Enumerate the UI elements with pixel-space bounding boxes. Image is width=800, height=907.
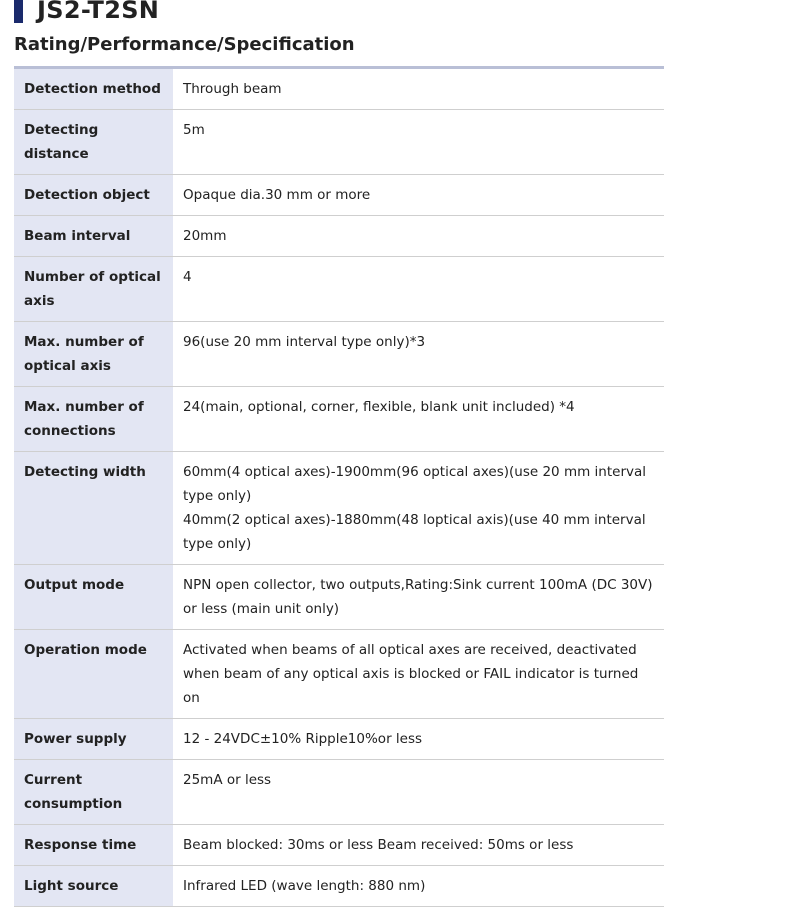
spec-label: Beam interval <box>14 216 173 257</box>
spec-value <box>173 322 664 387</box>
spec-label: Detecting distance <box>14 110 173 175</box>
spec-row <box>14 825 664 866</box>
spec-value <box>173 175 664 216</box>
spec-label: Current consumption <box>14 760 173 825</box>
spec-label: Number of optical axis <box>14 257 173 322</box>
spec-table <box>14 66 664 907</box>
section-title: Rating/Performance/Specification <box>14 34 355 55</box>
spec-value <box>173 452 664 565</box>
spec-label: Max. number of connections <box>14 387 173 452</box>
spec-row <box>14 216 664 257</box>
product-heading <box>14 0 159 24</box>
spec-value-line: Activated when beams of all optical axes are received, deactivated when beam of any optical axis is blocked or FAIL indicator is turned on <box>183 642 639 706</box>
spec-label: Max. number of optical axis <box>14 322 173 387</box>
spec-value-line: Beam blocked: 30ms or less Beam received: 50ms or less <box>183 837 574 853</box>
spec-value-line: 4 <box>183 269 192 285</box>
spec-row <box>14 866 664 907</box>
spec-row <box>14 719 664 760</box>
spec-value-line: 12 - 24VDC±10% Ripple10%or less <box>183 731 423 747</box>
spec-value-line: Through beam <box>183 81 282 97</box>
spec-value <box>173 257 664 322</box>
spec-row <box>14 322 664 387</box>
spec-row <box>14 387 664 452</box>
spec-value-line: 20mm <box>183 228 227 244</box>
spec-row <box>14 630 664 719</box>
spec-value <box>173 216 664 257</box>
spec-label: Detection method <box>14 68 173 110</box>
spec-label: Detecting width <box>14 452 173 565</box>
spec-label: Operation mode <box>14 630 173 719</box>
spec-label: Output mode <box>14 565 173 630</box>
spec-value <box>173 565 664 630</box>
product-title: JS2-T2SN <box>37 0 160 24</box>
spec-value-line: 96(use 20 mm interval type only)*3 <box>183 334 426 350</box>
spec-row <box>14 257 664 322</box>
spec-row <box>14 68 664 110</box>
spec-value-line: Opaque dia.30 mm or more <box>183 187 371 203</box>
spec-row <box>14 565 664 630</box>
spec-value <box>173 630 664 719</box>
spec-value <box>173 825 664 866</box>
heading-accent-bar <box>14 0 23 23</box>
spec-label: Light source <box>14 866 173 907</box>
spec-label: Detection object <box>14 175 173 216</box>
spec-value <box>173 387 664 452</box>
spec-value-line: 60mm(4 optical axes)-1900mm(96 optical axes)(use 20 mm interval type only) <box>183 464 647 504</box>
spec-row <box>14 110 664 175</box>
spec-value <box>173 110 664 175</box>
spec-row <box>14 452 664 565</box>
spec-value-line: 40mm(2 optical axes)-1880mm(48 loptical axis)(use 40 mm interval type only) <box>183 512 646 552</box>
spec-value-line: 5m <box>183 122 205 138</box>
spec-value <box>173 68 664 110</box>
spec-label: Power supply <box>14 719 173 760</box>
spec-value-line: 25mA or less <box>183 772 272 788</box>
spec-row <box>14 760 664 825</box>
spec-row <box>14 175 664 216</box>
spec-value-line: NPN open collector, two outputs,Rating:Sink current 100mA (DC 30V) or less (main unit only) <box>183 577 653 617</box>
spec-value <box>173 760 664 825</box>
spec-table-body <box>14 68 664 907</box>
spec-label: Response time <box>14 825 173 866</box>
spec-value-line: 24(main, optional, corner, flexible, blank unit included) *4 <box>183 399 575 415</box>
spec-value <box>173 866 664 907</box>
spec-value <box>173 719 664 760</box>
spec-value-line: Infrared LED (wave length: 880 nm) <box>183 878 426 894</box>
